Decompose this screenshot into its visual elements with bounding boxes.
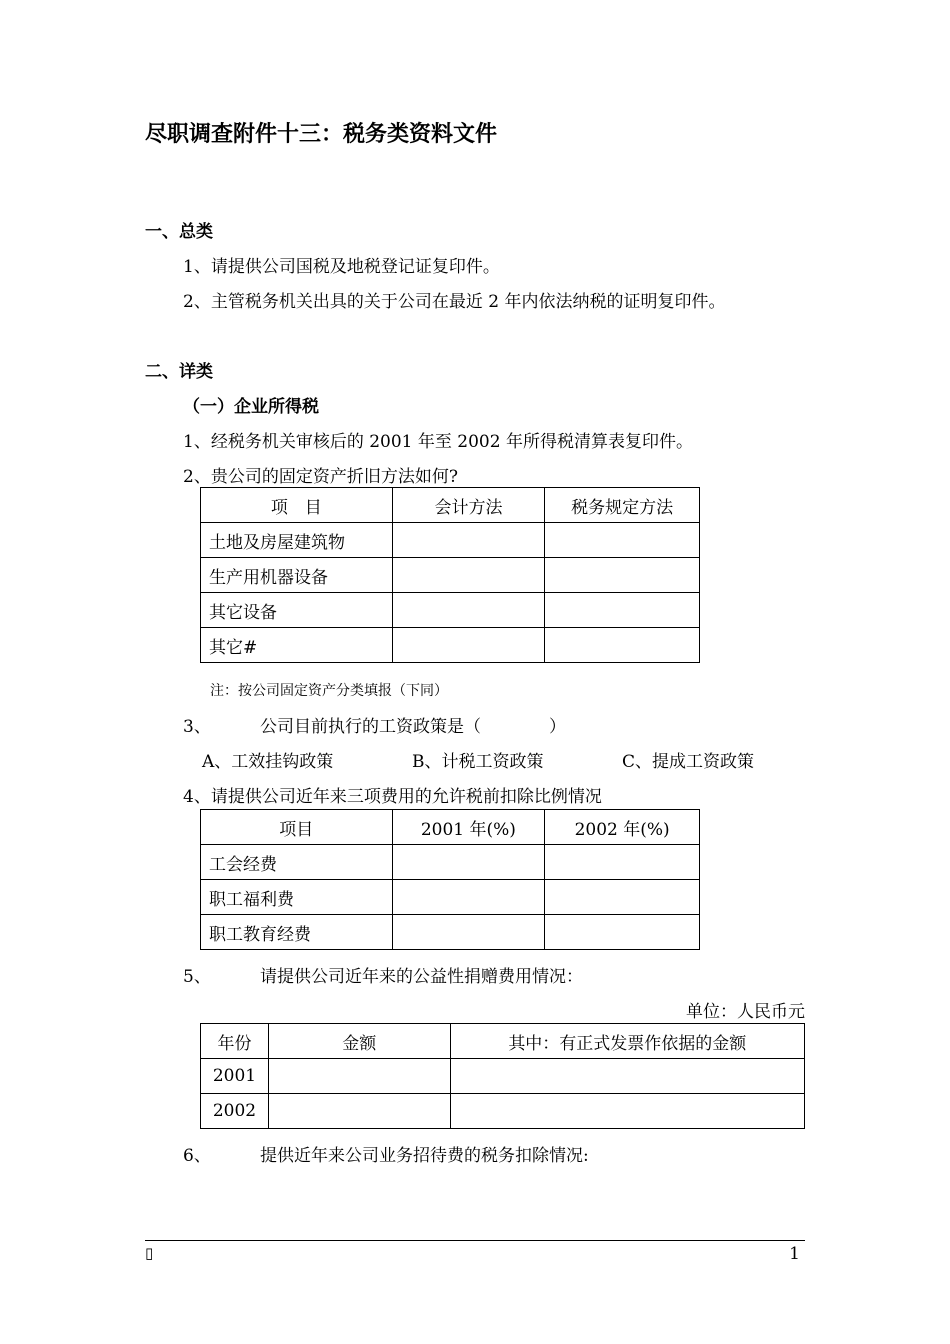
table-row xyxy=(201,1094,805,1129)
empty-cell[interactable] xyxy=(392,915,545,950)
depreciation-table xyxy=(200,487,700,663)
table-row xyxy=(201,845,700,880)
empty-cell[interactable] xyxy=(545,628,700,663)
empty-cell[interactable] xyxy=(392,845,545,880)
empty-cell[interactable] xyxy=(545,915,700,950)
item-2-depreciation-question: 2、贵公司的固定资产折旧方法如何? xyxy=(183,467,458,487)
empty-cell[interactable] xyxy=(392,523,545,558)
column-header: 2001 年(%) xyxy=(392,810,545,845)
column-header: 其中：有正式发票作依据的金额 xyxy=(450,1024,804,1059)
row-label: 2001 xyxy=(201,1059,269,1094)
row-label: 生产用机器设备 xyxy=(201,558,393,593)
column-header: 项 目 xyxy=(201,488,393,523)
empty-cell[interactable] xyxy=(392,628,545,663)
row-label: 职工教育经费 xyxy=(201,915,393,950)
item-5-donations: 请提供公司近年来的公益性捐赠费用情况： xyxy=(260,967,583,987)
option-a: A、工效挂钩政策 xyxy=(202,752,334,772)
donation-table xyxy=(200,1023,805,1129)
row-label: 其它# xyxy=(201,628,393,663)
column-header: 2002 年(%) xyxy=(545,810,700,845)
table-row xyxy=(201,593,700,628)
option-b: B、计税工资政策 xyxy=(412,752,544,772)
empty-cell[interactable] xyxy=(450,1094,804,1129)
option-c: C、提成工资政策 xyxy=(622,752,755,772)
page-number: 1 xyxy=(789,1244,800,1264)
column-header: 年份 xyxy=(201,1024,269,1059)
document-title: 尽职调查附件十三：税务类资料文件 xyxy=(145,122,498,147)
empty-cell[interactable] xyxy=(545,523,700,558)
empty-cell[interactable] xyxy=(545,593,700,628)
table-row xyxy=(201,523,700,558)
item-6-number: 6、 xyxy=(183,1146,211,1166)
table-note: 注：按公司固定资产分类填报（下同） xyxy=(210,683,448,699)
deduction-ratio-table xyxy=(200,809,700,950)
item-3-number: 3、 xyxy=(183,717,211,737)
empty-cell[interactable] xyxy=(545,845,700,880)
table-header-row xyxy=(201,810,700,845)
section1-item-1: 1、请提供公司国税及地税登记证复印件。 xyxy=(183,257,500,277)
table-header-row xyxy=(201,488,700,523)
item-3-wage-policy: 公司目前执行的工资政策是（ ） xyxy=(260,717,566,737)
currency-unit: 单位：人民币元 xyxy=(686,1002,805,1022)
empty-cell[interactable] xyxy=(392,593,545,628)
row-label: 其它设备 xyxy=(201,593,393,628)
empty-cell[interactable] xyxy=(392,880,545,915)
item-1-tax-settlement: 1、经税务机关审核后的 2001 年至 2002 年所得税清算表复印件。 xyxy=(183,432,693,452)
item-5-number: 5、 xyxy=(183,967,211,987)
table-row xyxy=(201,628,700,663)
section1-heading: 一、总类 xyxy=(145,222,213,242)
section1-item-2: 2、主管税务机关出具的关于公司在最近 2 年内依法纳税的证明复印件。 xyxy=(183,292,726,312)
empty-cell[interactable] xyxy=(268,1059,450,1094)
footer-mark-icon: ▯ xyxy=(145,1244,154,1262)
row-label: 工会经费 xyxy=(201,845,393,880)
empty-cell[interactable] xyxy=(450,1059,804,1094)
subsection-corporate-income-tax: （一）企业所得税 xyxy=(183,397,319,417)
row-label: 职工福利费 xyxy=(201,880,393,915)
column-header: 会计方法 xyxy=(392,488,545,523)
table-row xyxy=(201,915,700,950)
item-4-deduction-ratio: 4、请提供公司近年来三项费用的允许税前扣除比例情况 xyxy=(183,787,602,807)
footer-divider xyxy=(145,1240,805,1241)
empty-cell[interactable] xyxy=(545,880,700,915)
empty-cell[interactable] xyxy=(545,558,700,593)
item-6-entertainment: 提供近年来公司业务招待费的税务扣除情况: xyxy=(260,1146,589,1166)
section2-heading: 二、详类 xyxy=(145,362,213,382)
row-label: 2002 xyxy=(201,1094,269,1129)
table-row xyxy=(201,558,700,593)
table-header-row xyxy=(201,1024,805,1059)
empty-cell[interactable] xyxy=(392,558,545,593)
table-row xyxy=(201,880,700,915)
column-header: 税务规定方法 xyxy=(545,488,700,523)
column-header: 项目 xyxy=(201,810,393,845)
table-row xyxy=(201,1059,805,1094)
column-header: 金额 xyxy=(268,1024,450,1059)
row-label: 土地及房屋建筑物 xyxy=(201,523,393,558)
empty-cell[interactable] xyxy=(268,1094,450,1129)
